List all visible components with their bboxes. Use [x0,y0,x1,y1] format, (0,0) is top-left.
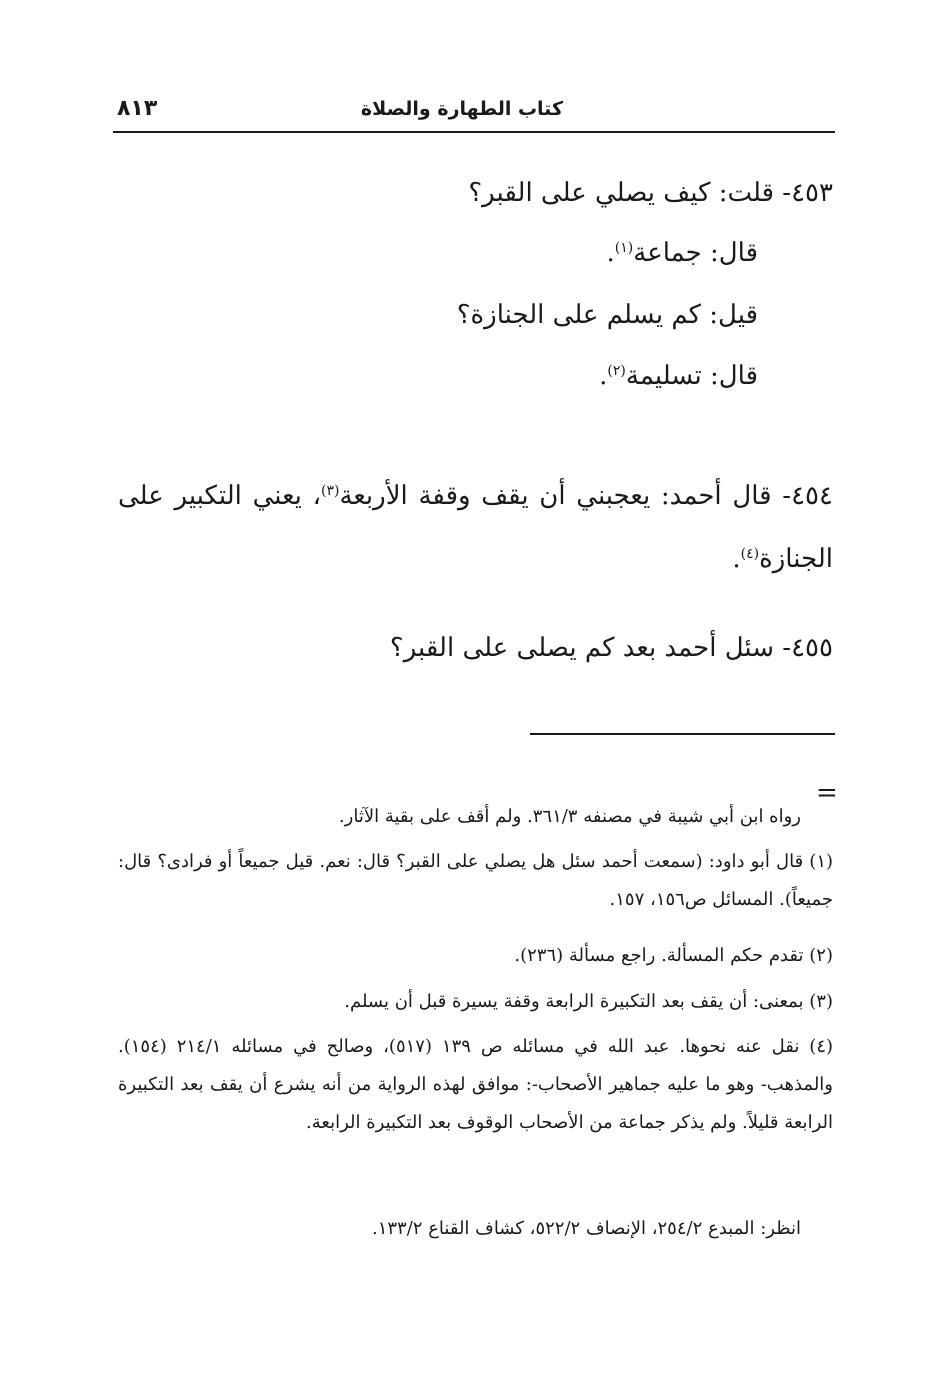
page-number: ٨١٣ [117,96,158,121]
entry-453-answer-2: قال: تسليمة$^{(٢)}$. [599,361,758,391]
entry-454-part-a: ٤٥٤- قال أحمد: يعجبني أن يقف وقفة الأربعة [339,481,833,511]
footnote-3: (٣) بمعنى: أن يقف بعد التكبيرة الرابعة وقفة يسيرة قبل أن يسلم. [344,991,833,1012]
footnote-2: (٢) تقدم حكم المسألة. راجع مسألة (٢٣٦). [514,945,833,966]
running-header [113,96,833,132]
footnote-ref-2: (٢) [607,363,626,379]
header-rule [113,131,835,133]
footnote-1: (١) قال أبو داود: (سمعت أحمد سئل هل يصلي على القبر؟ قال: نعم. قيل جميعاً أو فرادى؟ قال: جميعاً). المسائل ص١٥٦، ١٥٧. [118,851,834,910]
entry-453-answer-1: قال: جماعة$^{(١)}$. [606,238,758,268]
footnote-ref-3: (٣) [320,483,340,499]
answer-text: قال: جماعة [633,238,758,268]
footnote-rule [530,733,835,735]
continuation-mark: = [816,778,838,808]
footnote-ref-4: (٤) [740,546,760,562]
answer-text: قال: تسليمة [625,361,758,391]
header-title: كتاب الطهارة والصلاة [360,98,563,120]
footnote-4-references: انظر: المبدع ٢٥٤/٢، الإنصاف ٥٢٢/٢، كشاف القناع ١٣٣/٢. [371,1218,801,1239]
entry-453-question-2: قيل: كم يسلم على الجنازة؟ [456,300,758,330]
footnote-ref-1: (١) [614,240,634,256]
entry-455-text: ٤٥٥- سئل أحمد بعد كم يصلى على القبر؟ [389,633,833,663]
entry-454-text: ٤٥٤- قال أحمد: يعجبني أن يقف وقفة الأربعة$^{(٣)}$، يعني التكبير على الجنازة$^{(٤)}$. [118,481,833,574]
footnote-4: (٤) نقل عنه نحوها. عبد الله في مسائله ص ١٣٩ (٥١٧)، وصالح في مسائله ٢١٤/١ (١٥٤). والمذهب- وهو ما عليه جماهير الأصحاب-: موافق لهذه الرواية من أنه يشرع أن يقف بعد التكبيرة الرابعة قليلاً. ولم يذكر جماعة من الأصحاب الوقوف بعد التكبيرة الرابعة. [118,1036,834,1133]
entry-453-question: ٤٥٣- قلت: كيف يصلي على القبر؟ [468,178,833,208]
entry-454-part-b: ، يعني التكبير على الجنازة [118,481,833,574]
footnote-carryover: رواه ابن أبي شيبة في مصنفه ٣٦١/٣. ولم أقف على بقية الآثار. [338,806,801,827]
